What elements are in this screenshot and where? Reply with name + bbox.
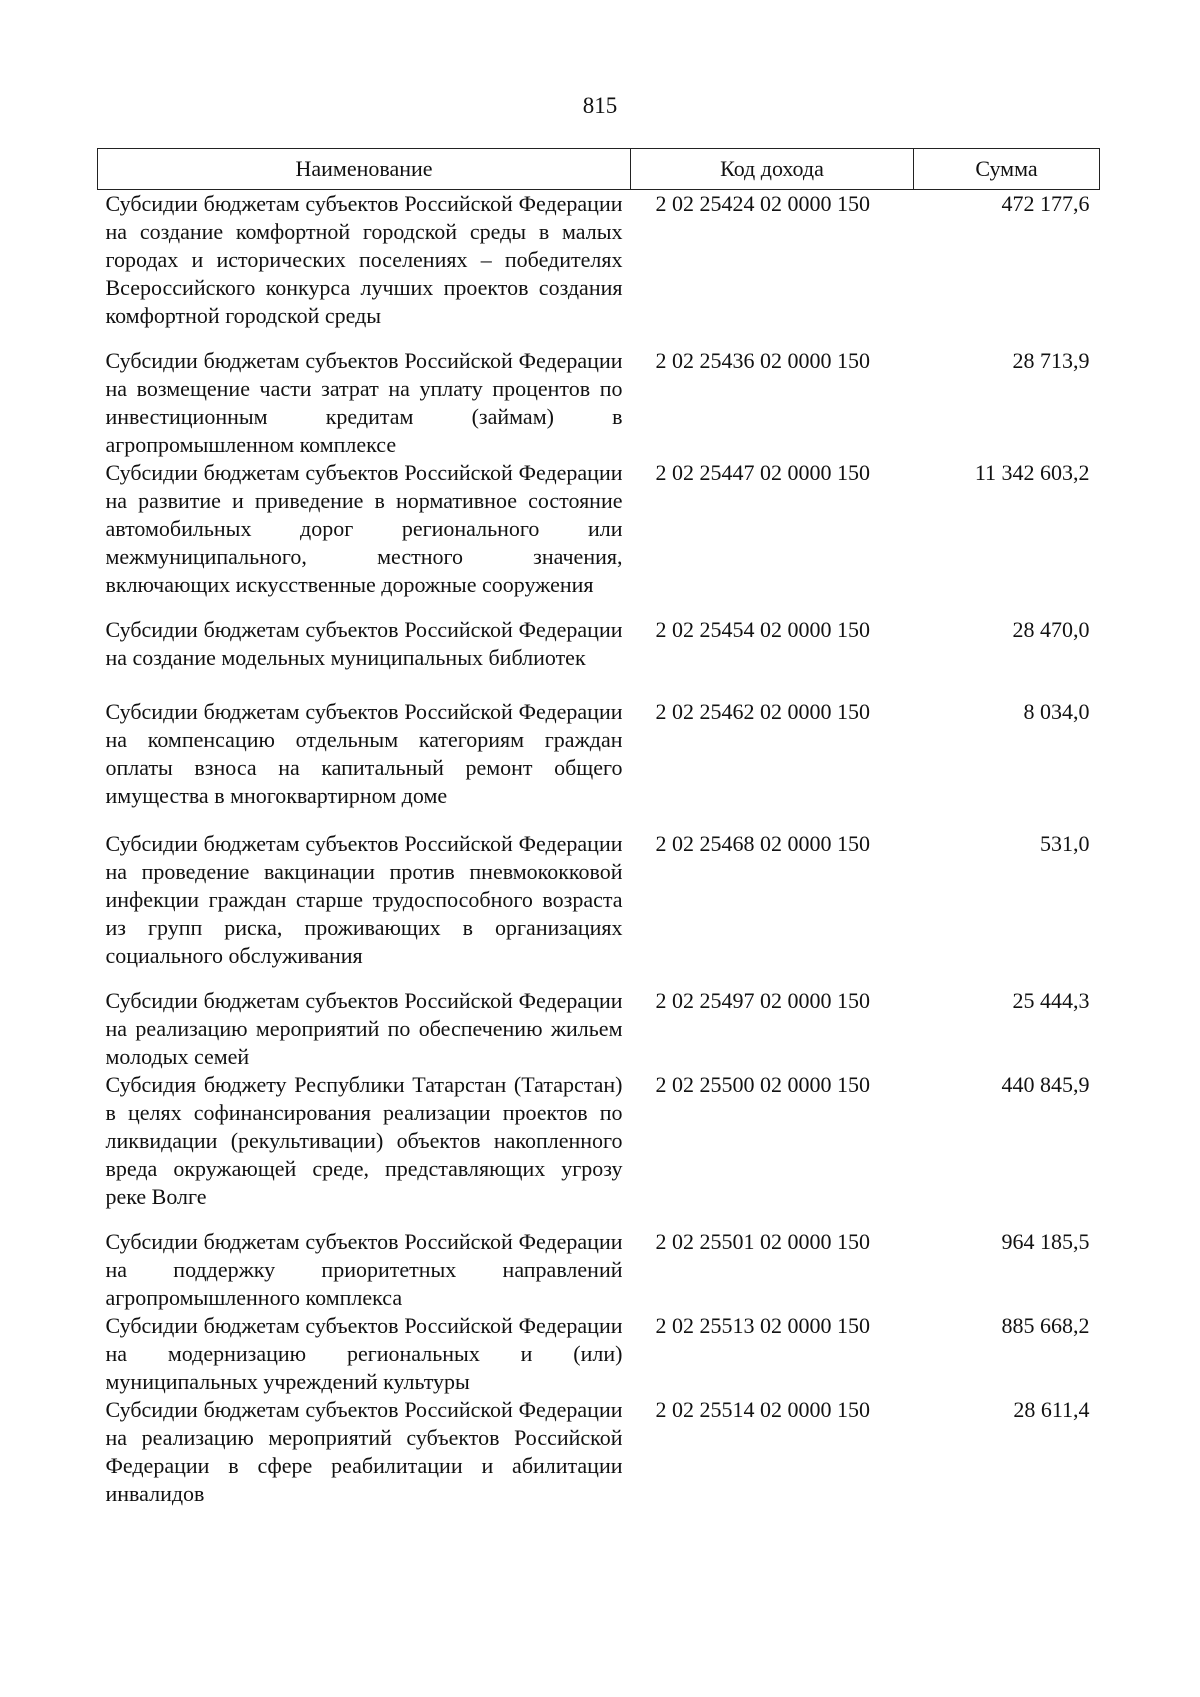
row-code: 2 02 25513 02 0000 150 — [655, 1312, 870, 1338]
row-sum: 25 444,3 — [1012, 987, 1090, 1013]
row-name: Субсидия бюджету Республики Татарстан (Татарстан) в целях софинансирования реализации проектов по ликвидации (рекультивации) объектов накопленного вреда окружающей среде, представляющих угрозу реке Волге — [105, 1071, 623, 1209]
row-sum: 885 668,2 — [1001, 1312, 1090, 1338]
row-code: 2 02 25454 02 0000 150 — [655, 616, 870, 642]
row-name: Субсидии бюджетам субъектов Российской Федерации на проведение вакцинации против пневмококковой инфекции граждан старше трудоспособного возраста из групп риска, проживающих в организациях социального обслуживания — [105, 830, 623, 968]
table-row — [98, 1071, 1100, 1228]
row-sum: 28 713,9 — [1012, 347, 1090, 373]
row-name: Субсидии бюджетам субъектов Российской Федерации на возмещение части затрат на уплату процентов по инвестиционным кредитам (займам) в агропромышленном комплексе — [105, 347, 623, 457]
row-name: Субсидии бюджетам субъектов Российской Федерации на компенсацию отдельным категориям граждан оплаты взноса на капитальный ремонт общего имущества в многоквартирном доме — [105, 698, 623, 808]
table-row — [98, 1312, 1100, 1396]
row-code: 2 02 25500 02 0000 150 — [655, 1071, 870, 1097]
table-row — [98, 459, 1100, 616]
row-name: Субсидии бюджетам субъектов Российской Федерации на реализацию мероприятий субъектов Российской Федерации в сфере реабилитации и абилитации инвалидов — [105, 1396, 623, 1506]
header-row — [98, 149, 1100, 190]
table-row — [98, 1228, 1100, 1312]
row-code: 2 02 25514 02 0000 150 — [655, 1396, 870, 1422]
row-sum: 964 185,5 — [1001, 1228, 1090, 1254]
table-row — [98, 830, 1100, 987]
row-sum: 11 342 603,2 — [974, 459, 1090, 485]
table-body — [98, 190, 1100, 1508]
row-sum: 440 845,9 — [1001, 1071, 1090, 1097]
page-number: 815 — [582, 93, 618, 118]
row-code: 2 02 25447 02 0000 150 — [655, 459, 870, 485]
revenue-table-container — [97, 148, 1099, 1508]
row-code: 2 02 25468 02 0000 150 — [655, 830, 870, 856]
row-sum: 8 034,0 — [1023, 698, 1090, 724]
header-sum: Сумма — [914, 149, 1100, 190]
row-sum: 28 611,4 — [1013, 1396, 1090, 1422]
table-row — [98, 190, 1100, 347]
row-name: Субсидии бюджетам субъектов Российской Федерации на создание комфортной городской среды в малых городах и исторических поселениях – победителях Всероссийского конкурса лучших проектов создания комфортной городской среды — [105, 191, 623, 328]
row-code: 2 02 25501 02 0000 150 — [655, 1228, 870, 1254]
table-header — [98, 149, 1100, 190]
table-row — [98, 1396, 1100, 1508]
row-name: Субсидии бюджетам субъектов Российской Федерации на реализацию мероприятий по обеспечению жильем молодых семей — [105, 987, 623, 1069]
row-name: Субсидии бюджетам субъектов Российской Федерации на создание модельных муниципальных библиотек — [105, 616, 623, 670]
header-name: Наименование — [98, 149, 631, 190]
revenue-table — [97, 148, 1100, 1508]
row-name: Субсидии бюджетам субъектов Российской Федерации на поддержку приоритетных направлений агропромышленного комплекса — [105, 1228, 623, 1310]
row-name: Субсидии бюджетам субъектов Российской Федерации на развитие и приведение в нормативное состояние автомобильных дорог регионального или межмуниципального, местного значения, включающих искусственные дорожные сооружения — [105, 459, 623, 597]
row-sum: 28 470,0 — [1012, 616, 1090, 642]
row-code: 2 02 25436 02 0000 150 — [655, 347, 870, 373]
row-name: Субсидии бюджетам субъектов Российской Федерации на модернизацию региональных и (или) муниципальных учреждений культуры — [105, 1312, 623, 1394]
row-code: 2 02 25462 02 0000 150 — [655, 698, 870, 724]
table-row — [98, 616, 1100, 698]
row-code: 2 02 25497 02 0000 150 — [655, 987, 870, 1013]
table-row — [98, 347, 1100, 459]
row-code: 2 02 25424 02 0000 150 — [655, 191, 870, 216]
row-sum: 531,0 — [1040, 830, 1090, 856]
table-row — [98, 987, 1100, 1071]
row-sum: 472 177,6 — [1001, 191, 1090, 216]
table-row — [98, 698, 1100, 830]
header-code: Код дохода — [631, 149, 914, 190]
